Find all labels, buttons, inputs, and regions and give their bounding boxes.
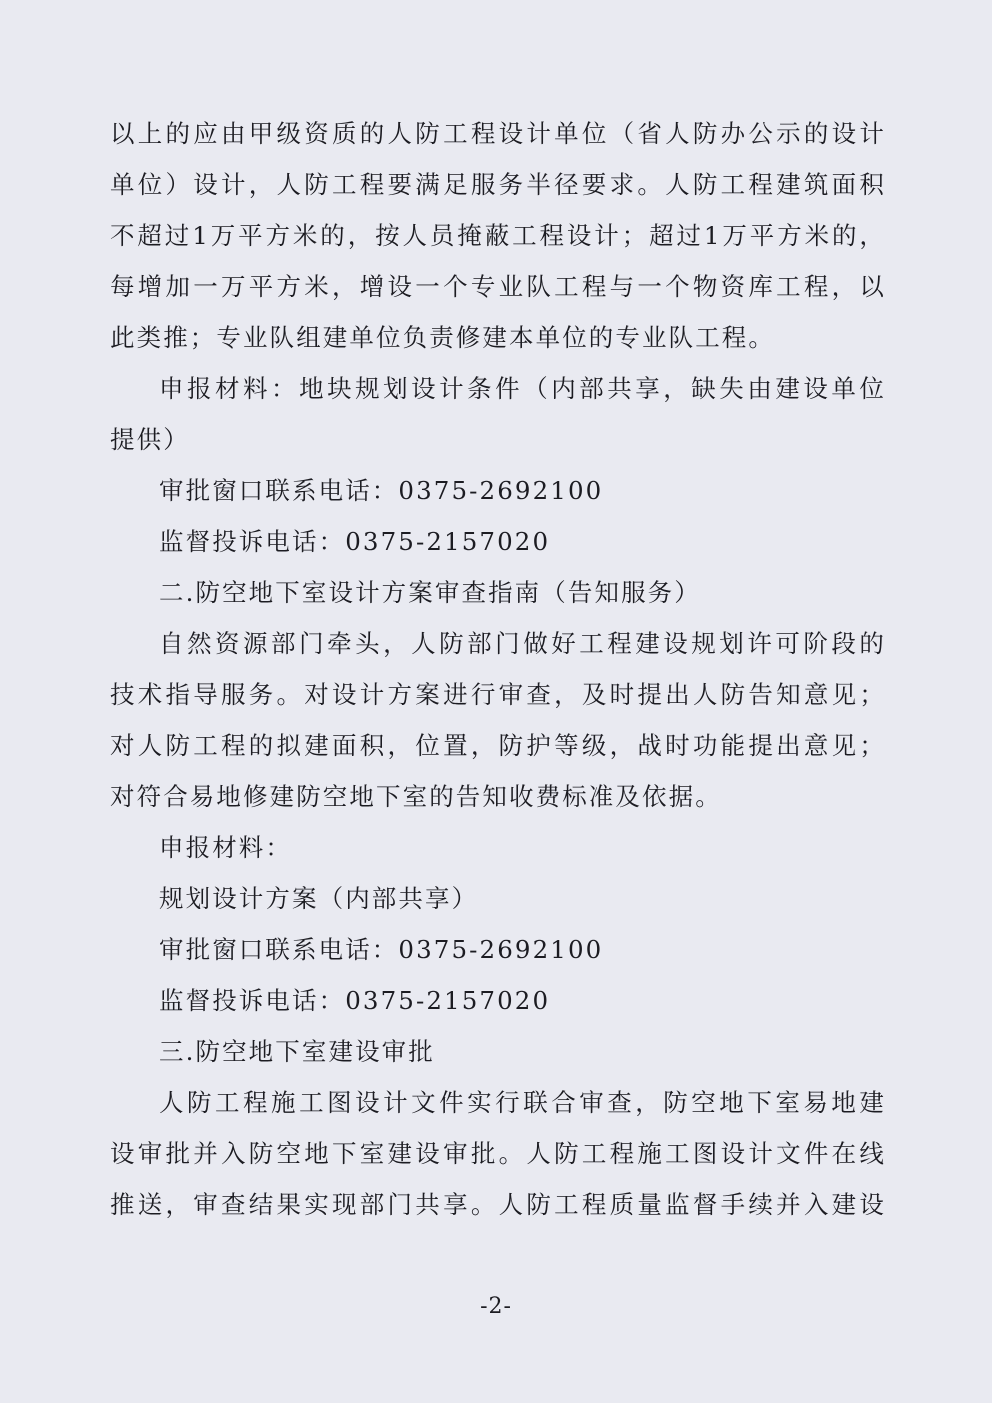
text-line: 对人防工程的拟建面积，位置，防护等级，战时功能提出意见； [110, 731, 886, 760]
page-number: -2- [480, 1294, 512, 1319]
complaint-phone-line: 监督投诉电话：0375-2157020 [159, 986, 551, 1015]
text-line: 以上的应由甲级资质的人防工程设计单位（省人防办公示的设计 [110, 119, 886, 148]
text-line: 推送，审查结果实现部门共享。人防工程质量监督手续并入建设 [110, 1190, 886, 1219]
text-line: 技术指导服务。对设计方案进行审查，及时提出人防告知意见； [110, 680, 886, 709]
section-heading: 二.防空地下室设计方案审查指南（告知服务） [159, 578, 701, 607]
text-line: 设审批并入防空地下室建设审批。人防工程施工图设计文件在线 [110, 1139, 886, 1168]
text-line: 提供） [110, 425, 190, 454]
materials-item: 规划设计方案（内部共享） [159, 884, 479, 913]
text-line: 自然资源部门牵头，人防部门做好工程建设规划许可阶段的 [159, 629, 886, 658]
text-line: 每增加一万平方米，增设一个专业队工程与一个物资库工程，以 [110, 272, 886, 301]
text-line: 此类推；专业队组建单位负责修建本单位的专业队工程。 [110, 323, 775, 352]
text-line: 人防工程施工图设计文件实行联合审查，防空地下室易地建 [159, 1088, 886, 1117]
text-line: 对符合易地修建防空地下室的告知收费标准及依据。 [110, 782, 722, 811]
document-body [110, 108, 886, 1230]
complaint-phone-line: 监督投诉电话：0375-2157020 [159, 527, 551, 556]
text-line: 申报材料：地块规划设计条件（内部共享，缺失由建设单位 [159, 374, 886, 403]
materials-label: 申报材料： [159, 833, 292, 862]
text-line: 不超过1万平方米的，按人员掩蔽工程设计；超过1万平方米的， [110, 221, 886, 250]
contact-phone-line: 审批窗口联系电话：0375-2692100 [159, 935, 604, 964]
section-heading: 三.防空地下室建设审批 [159, 1037, 435, 1066]
contact-phone-line: 审批窗口联系电话：0375-2692100 [159, 476, 604, 505]
text-line: 单位）设计，人防工程要满足服务半径要求。人防工程建筑面积 [110, 170, 886, 199]
